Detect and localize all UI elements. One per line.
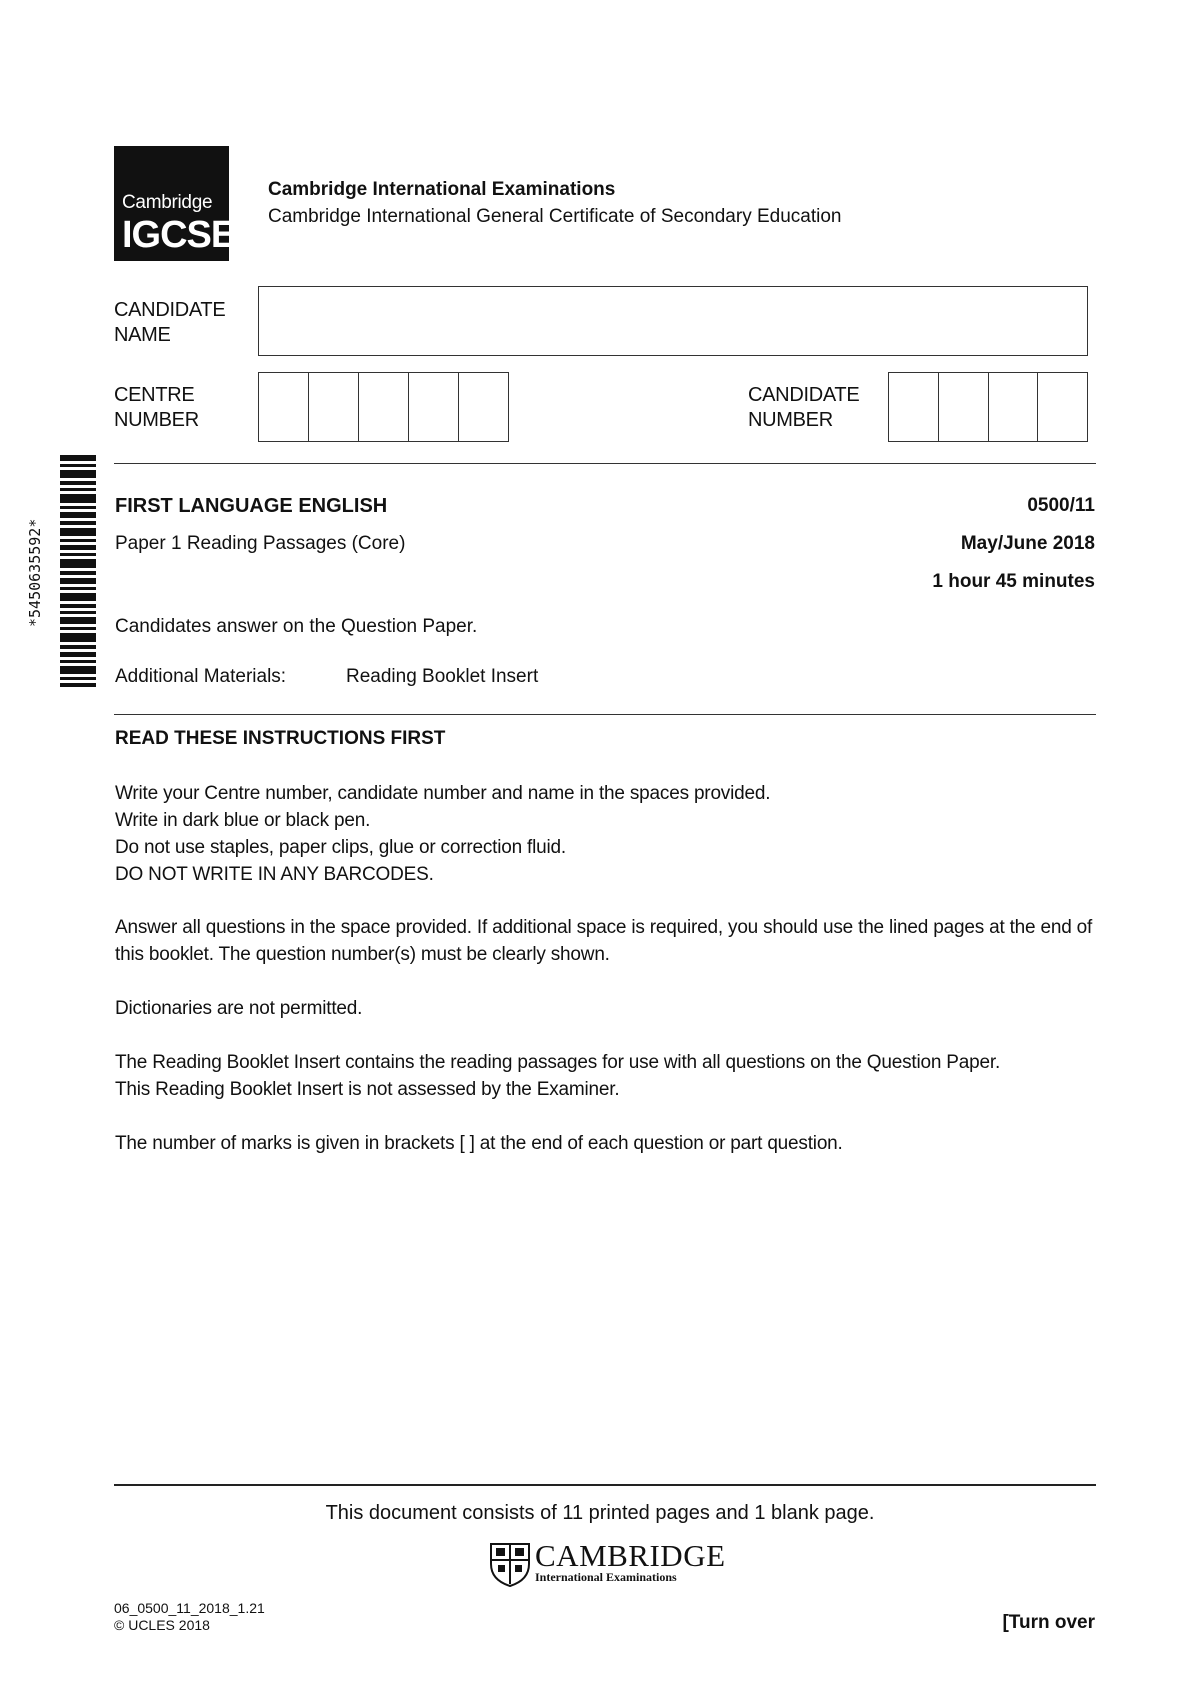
centre-number-cell[interactable] — [309, 373, 359, 441]
centre-number-label-line2: NUMBER — [114, 409, 199, 431]
centre-number-field[interactable] — [258, 372, 509, 442]
instruction-line: Do not use staples, paper clips, glue or correction fluid. — [115, 837, 566, 858]
cambridge-logo — [489, 1538, 726, 1590]
cambridge-shield-icon — [489, 1542, 531, 1588]
instruction-answer-paragraph: Answer all questions in the space provided. If additional space is required, you should use the lined pages at the end of this booklet. The question number(s) must be clearly shown. — [115, 917, 1093, 965]
instruction-dictionaries: Dictionaries are not permitted. — [115, 998, 363, 1019]
instructions-list — [115, 780, 1105, 888]
candidate-name-label-line2: NAME — [114, 324, 171, 346]
instruction-reading-booklet — [115, 1049, 1105, 1103]
exam-duration: 1 hour 45 minutes — [932, 571, 1095, 592]
instruction-line: DO NOT WRITE IN ANY BARCODES. — [115, 864, 434, 885]
barcode-number: *5450635592* — [26, 518, 44, 628]
document-code: 06_0500_11_2018_1.21 — [114, 1600, 265, 1616]
candidate-number-label-line2: NUMBER — [748, 409, 833, 431]
centre-number-label-line1: CENTRE — [114, 384, 195, 406]
turn-over: [Turn over — [1002, 1612, 1095, 1633]
divider — [114, 714, 1096, 715]
answer-note: Candidates answer on the Question Paper. — [115, 616, 478, 637]
centre-number-cell[interactable] — [359, 373, 409, 441]
copyright: © UCLES 2018 — [114, 1617, 210, 1633]
certificate-name: Cambridge International General Certificate of Secondary Education — [268, 206, 842, 227]
footer-divider — [114, 1484, 1096, 1486]
materials-label: Additional Materials: — [115, 666, 287, 687]
candidate-number-field[interactable] — [888, 372, 1088, 442]
paper-title: Paper 1 Reading Passages (Core) — [115, 533, 406, 554]
igcse-logo — [114, 146, 236, 261]
candidate-number-cell[interactable] — [889, 373, 939, 441]
logo-cambridge-text: Cambridge — [122, 192, 213, 213]
instruction-line: The Reading Booklet Insert contains the reading passages for use with all questions on the Question Paper. — [115, 1052, 1001, 1073]
barcode — [60, 455, 96, 687]
instruction-line: Write your Centre number, candidate number and name in the spaces provided. — [115, 783, 771, 804]
centre-number-cell[interactable] — [409, 373, 459, 441]
candidate-number-label-line1: CANDIDATE — [748, 384, 860, 406]
cambridge-wordmark: CAMBRIDGE — [535, 1538, 726, 1573]
instruction-marks: The number of marks is given in brackets [ ] at the end of each question or part question. — [115, 1133, 843, 1154]
candidate-number-cell[interactable] — [1038, 373, 1087, 441]
instruction-line: Write in dark blue or black pen. — [115, 810, 371, 831]
centre-number-cell[interactable] — [259, 373, 309, 441]
exam-board-name: Cambridge International Examinations — [268, 179, 616, 200]
centre-number-label — [114, 383, 199, 433]
candidate-name-label-line1: CANDIDATE — [114, 299, 226, 321]
centre-number-cell[interactable] — [459, 373, 508, 441]
instruction-line: This Reading Booklet Insert is not assessed by the Examiner. — [115, 1079, 620, 1100]
logo-igcse-text: IGCSE — [122, 214, 236, 256]
candidate-name-label — [114, 298, 225, 348]
divider — [114, 463, 1096, 464]
candidate-name-field[interactable] — [258, 286, 1088, 356]
cambridge-subtitle: International Examinations — [535, 1570, 677, 1584]
materials-value: Reading Booklet Insert — [346, 666, 539, 687]
candidate-number-cell[interactable] — [989, 373, 1039, 441]
candidate-number-cell[interactable] — [939, 373, 989, 441]
subject-title: FIRST LANGUAGE ENGLISH — [115, 495, 388, 517]
exam-session: May/June 2018 — [960, 533, 1095, 554]
instructions-heading: READ THESE INSTRUCTIONS FIRST — [115, 728, 446, 749]
page-count-note: This document consists of 11 printed pages and 1 blank page. — [325, 1502, 875, 1524]
candidate-number-label — [748, 383, 859, 433]
paper-code: 0500/11 — [1027, 495, 1095, 516]
